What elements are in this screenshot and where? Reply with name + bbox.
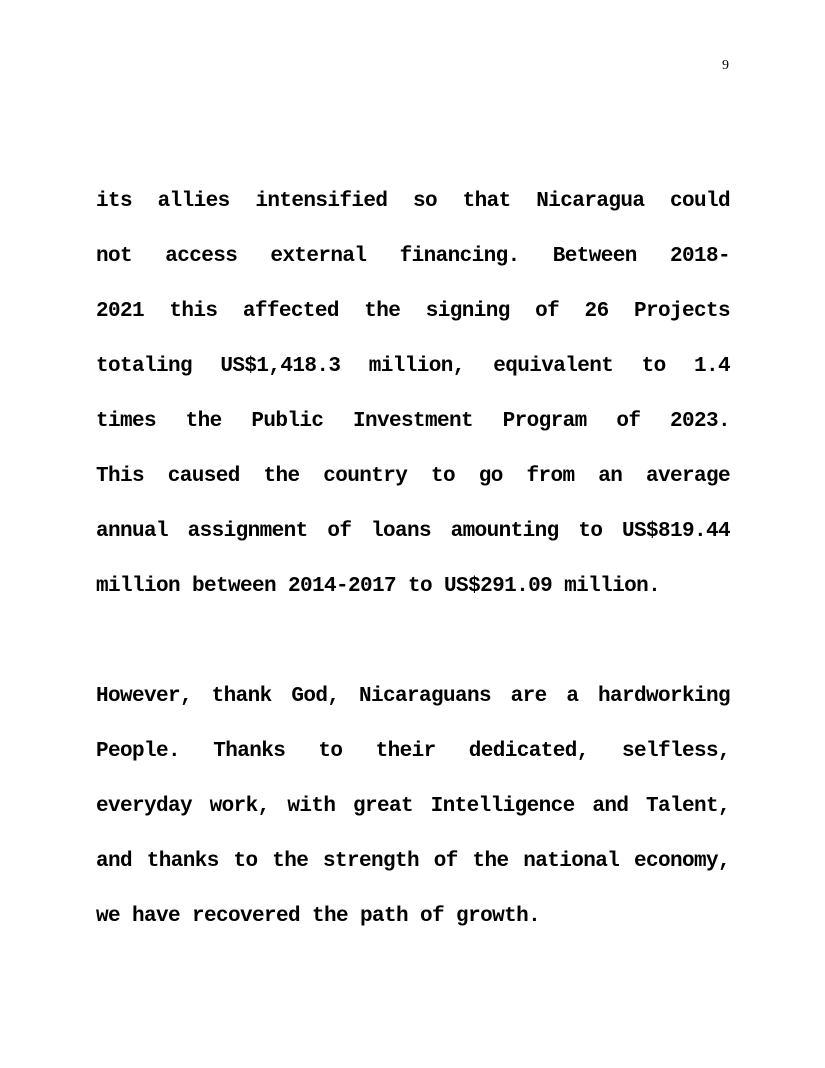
paragraph-spacer [96, 623, 730, 678]
paragraph-2 [96, 678, 730, 953]
text-line: not access external financing. Between 2018- [96, 245, 730, 268]
text-line: its allies intensified so that Nicaragua could [96, 190, 730, 213]
text-line: we have recovered the path of growth. [96, 905, 541, 928]
text-line: People. Thanks to their dedicated, selfless, [96, 740, 730, 763]
text-line: However, thank God, Nicaraguans are a hardworking [96, 685, 730, 708]
text-line: times the Public Investment Program of 2023. [96, 410, 730, 433]
text-line: totaling US$1,418.3 million, equivalent to 1.4 [96, 355, 730, 378]
paragraph-1 [96, 183, 730, 623]
text-line: annual assignment of loans amounting to US$819.44 [96, 520, 730, 543]
text-line: and thanks to the strength of the national economy, [96, 850, 730, 873]
text-line: everyday work, with great Intelligence and Talent, [96, 795, 730, 818]
document-body [96, 183, 730, 953]
page-number: 9 [722, 58, 729, 73]
text-line: This caused the country to go from an average [96, 465, 730, 488]
text-line: million between 2014-2017 to US$291.09 million. [96, 575, 661, 598]
text-line: 2021 this affected the signing of 26 Projects [96, 300, 730, 323]
